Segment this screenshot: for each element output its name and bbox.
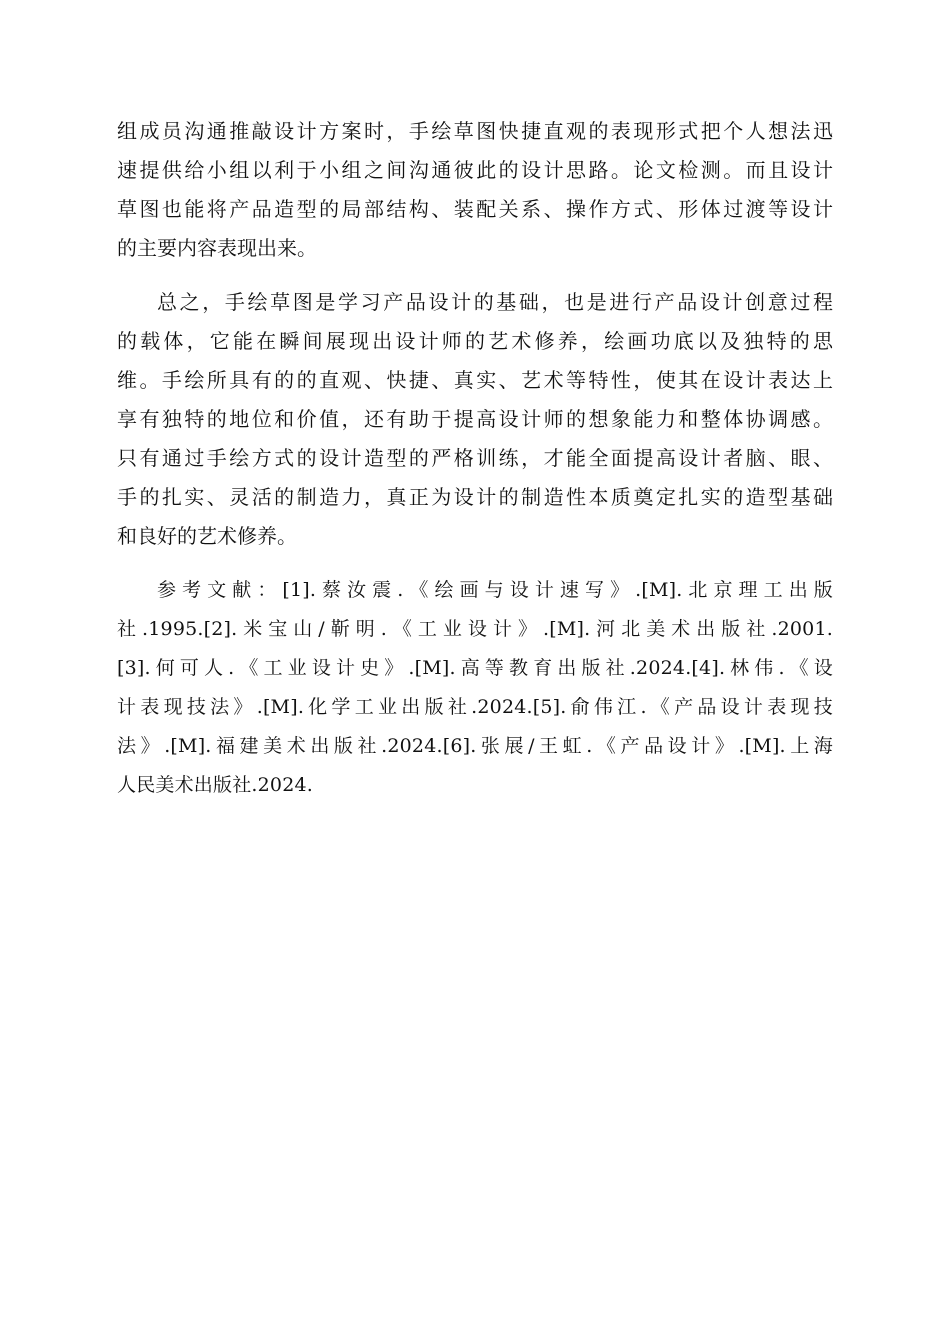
reference-line: 计表现技法》.[M].化学工业出版社.2024.[5].俞伟江.《产品设计表现技 <box>117 696 833 718</box>
text-line: 和良好的艺术修养。 <box>117 524 297 548</box>
text-line: 维。手绘所具有的的直观、快捷、真实、艺术等特性，使其在设计表达上 <box>117 368 833 392</box>
text-line: 速提供给小组以利于小组之间沟通彼此的设计思路。论文检测。而且设计 <box>117 158 833 182</box>
reference-line: 法》.[M].福建美术出版社.2024.[6].张展/王虹.《产品设计》.[M].上海 <box>117 735 833 757</box>
paragraph-2 <box>117 283 833 556</box>
text-line: 手的扎实、灵活的制造力，真正为设计的制造性本质奠定扎实的造型基础 <box>117 485 833 509</box>
paragraph-1 <box>117 112 833 268</box>
reference-line: 参考文献：[1].蔡汝震.《绘画与设计速写》.[M].北京理工出版 <box>157 579 833 601</box>
text-line: 只有通过手绘方式的设计造型的严格训练，才能全面提高设计者脑、眼、 <box>117 446 833 470</box>
text-line: 总之，手绘草图是学习产品设计的基础，也是进行产品设计创意过程 <box>157 290 833 314</box>
reference-line: 人民美术出版社.2024. <box>117 774 314 796</box>
text-line: 的载体，它能在瞬间展现出设计师的艺术修养，绘画功底以及独特的思 <box>117 329 833 353</box>
reference-line: [3].何可人.《工业设计史》.[M].高等教育出版社.2024.[4].林伟.《设 <box>117 657 833 679</box>
text-line: 享有独特的地位和价值，还有助于提高设计师的想象能力和整体协调感。 <box>117 407 833 431</box>
document-page <box>117 112 833 805</box>
text-line: 组成员沟通推敲设计方案时，手绘草图快捷直观的表现形式把个人想法迅 <box>117 119 833 143</box>
references <box>117 571 833 805</box>
reference-line: 社.1995.[2].米宝山/靳明.《工业设计》.[M].河北美术出版社.2001. <box>117 618 833 640</box>
text-line: 的主要内容表现出来。 <box>117 236 317 260</box>
text-line: 草图也能将产品造型的局部结构、装配关系、操作方式、形体过渡等设计 <box>117 197 833 221</box>
